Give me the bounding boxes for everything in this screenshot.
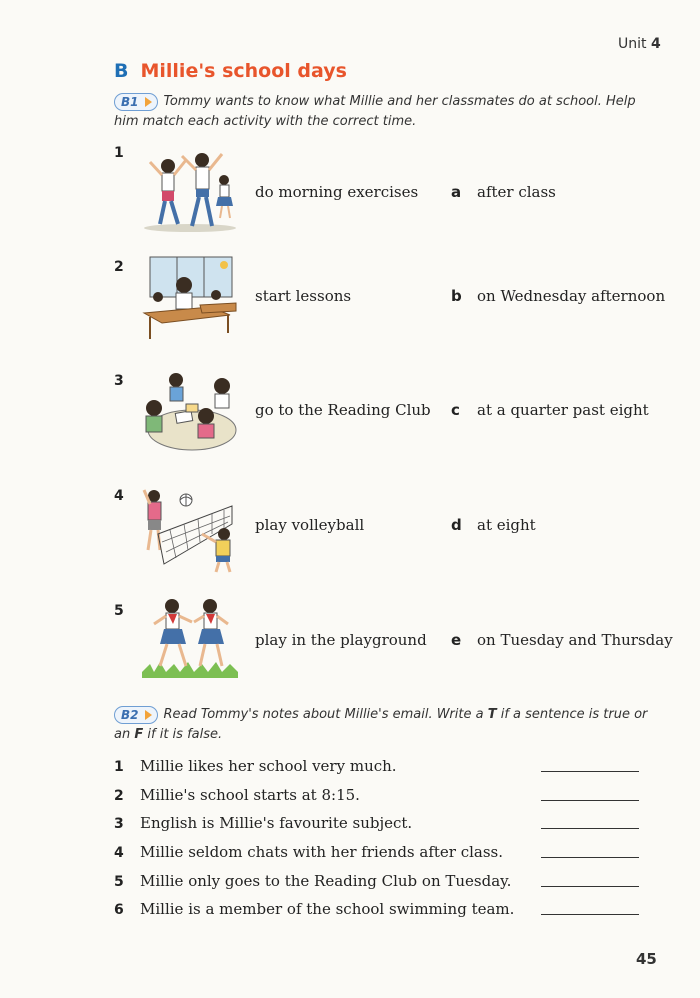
b1-instruction-line1: Tommy wants to know what Millie and her classmates do at school. Help xyxy=(163,94,636,109)
section-title xyxy=(114,60,347,82)
answer-blank[interactable] xyxy=(541,828,639,829)
option-text: at eight xyxy=(477,516,536,534)
activity-text: play volleyball xyxy=(255,516,365,534)
statement-number: 1 xyxy=(114,759,124,775)
item-number: 5 xyxy=(114,603,124,619)
statement-number: 5 xyxy=(114,874,124,890)
statement-row xyxy=(114,786,644,808)
option-letter: b xyxy=(451,287,462,305)
b2-instruction-an: an xyxy=(114,727,131,742)
option-letter: a xyxy=(451,183,462,201)
statement-number: 2 xyxy=(114,788,124,804)
statement-text: Millie only goes to the Reading Club on Tuesday. xyxy=(140,872,512,890)
option-letter: c xyxy=(451,401,460,419)
section-title-text: Millie's school days xyxy=(140,60,347,82)
page-number: 45 xyxy=(636,950,657,968)
b2-instruction-part2: if a sentence is true or xyxy=(500,707,648,722)
option-letter: e xyxy=(451,631,462,649)
statement-text: Millie's school starts at 8:15. xyxy=(140,786,360,804)
statement-row xyxy=(114,872,644,894)
activity-text: go to the Reading Club xyxy=(255,401,431,419)
answer-blank[interactable] xyxy=(541,800,639,801)
b2-instruction-part1: Read Tommy's notes about Millie's email. Write a xyxy=(163,707,484,722)
statement-row xyxy=(114,814,644,836)
statement-text: English is Millie's favourite subject. xyxy=(140,814,413,832)
item-number: 1 xyxy=(114,145,124,161)
statement-text: Millie likes her school very much. xyxy=(140,757,397,775)
answer-blank[interactable] xyxy=(541,771,639,772)
classroom-picture xyxy=(140,253,240,343)
b2-false-letter: F xyxy=(134,727,144,742)
option-letter: d xyxy=(451,516,462,534)
statement-number: 4 xyxy=(114,845,124,861)
statement-row xyxy=(114,843,644,865)
b2-true-letter: T xyxy=(487,707,497,722)
unit-word: Unit xyxy=(618,36,647,52)
statement-number: 6 xyxy=(114,902,124,918)
playground-picture xyxy=(140,594,240,684)
answer-blank[interactable] xyxy=(541,914,639,915)
volleyball-picture xyxy=(140,484,240,574)
b1-instruction-line2: him match each activity with the correct time. xyxy=(114,114,417,129)
b2-instruction xyxy=(114,705,654,745)
b2-instruction-part3: if it is false. xyxy=(147,727,223,742)
option-text: after class xyxy=(477,183,556,201)
section-letter: B xyxy=(114,60,129,82)
answer-blank[interactable] xyxy=(541,886,639,887)
answer-blank[interactable] xyxy=(541,857,639,858)
b1-instruction xyxy=(114,92,654,132)
b1-badge: B1 xyxy=(114,93,158,111)
activity-text: play in the playground xyxy=(255,631,427,649)
activity-text: do morning exercises xyxy=(255,183,419,201)
item-number: 4 xyxy=(114,488,124,504)
unit-label xyxy=(618,36,661,52)
statement-text: Millie is a member of the school swimming team. xyxy=(140,900,515,918)
reading-club-picture xyxy=(140,368,240,458)
unit-number: 4 xyxy=(650,36,661,52)
option-text: on Tuesday and Thursday xyxy=(477,631,673,649)
item-number: 3 xyxy=(114,373,124,389)
statement-text: Millie seldom chats with her friends after class. xyxy=(140,843,504,861)
b2-badge: B2 xyxy=(114,706,158,724)
morning-exercises-picture xyxy=(140,144,240,234)
option-text: at a quarter past eight xyxy=(477,401,649,419)
activity-text: start lessons xyxy=(255,287,352,305)
item-number: 2 xyxy=(114,259,124,275)
statement-row xyxy=(114,900,644,922)
statement-number: 3 xyxy=(114,816,124,832)
statement-row xyxy=(114,757,644,779)
option-text: on Wednesday afternoon xyxy=(477,287,666,305)
